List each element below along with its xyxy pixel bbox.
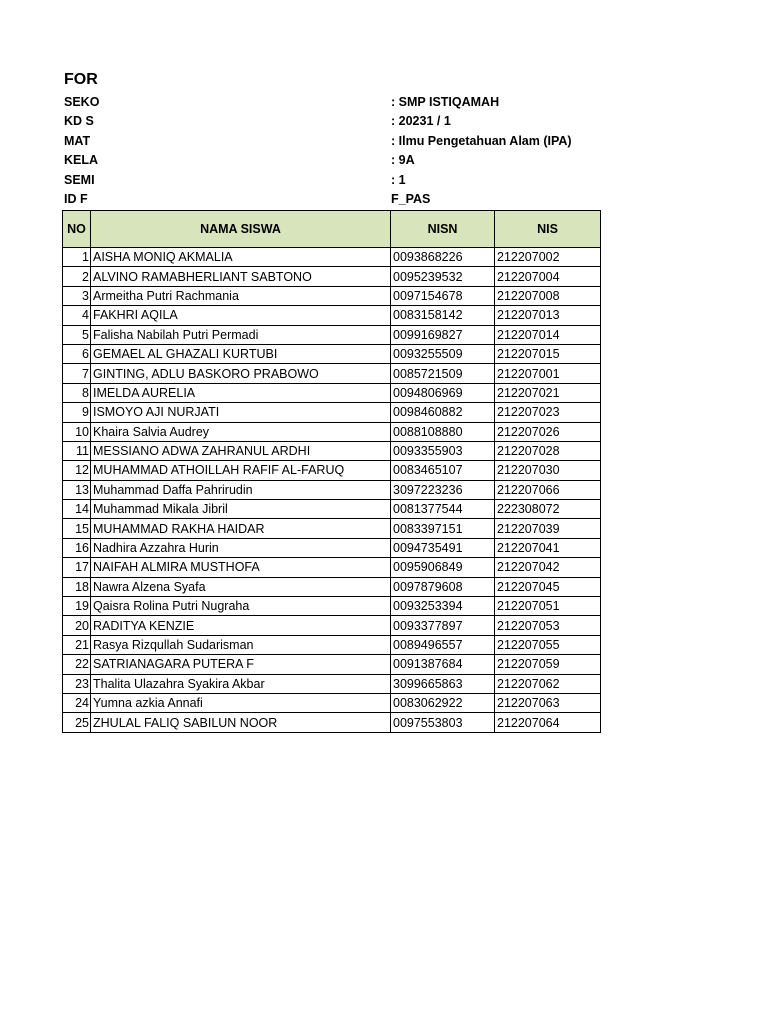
cell-nis: 212207001 bbox=[495, 364, 601, 383]
meta-label: MAT bbox=[64, 134, 91, 148]
cell-name: Yumna azkia Annafi bbox=[91, 693, 391, 712]
cell-nisn: 3099665863 bbox=[391, 674, 495, 693]
cell-nis: 212207042 bbox=[495, 558, 601, 577]
table-row bbox=[63, 422, 601, 441]
cell-nis: 212207026 bbox=[495, 422, 601, 441]
cell-name: ALVINO RAMABHERLIANT SABTONO bbox=[91, 267, 391, 286]
meta-row-school bbox=[0, 93, 768, 112]
table-row bbox=[63, 441, 601, 460]
cell-no: 2 bbox=[63, 267, 91, 286]
meta-row-code bbox=[0, 112, 768, 131]
cell-nisn: 0091387684 bbox=[391, 655, 495, 674]
cell-no: 25 bbox=[63, 713, 91, 732]
cell-name: GEMAEL AL GHAZALI KURTUBI bbox=[91, 344, 391, 363]
table-row bbox=[63, 267, 601, 286]
table-row bbox=[63, 344, 601, 363]
cell-nisn: 0095239532 bbox=[391, 267, 495, 286]
table-row bbox=[63, 461, 601, 480]
cell-name: Falisha Nabilah Putri Permadi bbox=[91, 325, 391, 344]
cell-no: 1 bbox=[63, 248, 91, 267]
cell-nis: 212207002 bbox=[495, 248, 601, 267]
table-row bbox=[63, 616, 601, 635]
cell-name: AISHA MONIQ AKMALIA bbox=[91, 248, 391, 267]
cell-no: 22 bbox=[63, 655, 91, 674]
cell-name: RADITYA KENZIE bbox=[91, 616, 391, 635]
table-row bbox=[63, 519, 601, 538]
table-row bbox=[63, 597, 601, 616]
table-row bbox=[63, 306, 601, 325]
cell-nisn: 0097553803 bbox=[391, 713, 495, 732]
cell-name: IMELDA AURELIA bbox=[91, 383, 391, 402]
cell-nis: 212207041 bbox=[495, 538, 601, 557]
cell-nis: 212207063 bbox=[495, 693, 601, 712]
cell-name: GINTING, ADLU BASKORO PRABOWO bbox=[91, 364, 391, 383]
cell-nis: 212207055 bbox=[495, 635, 601, 654]
table-row bbox=[63, 383, 601, 402]
cell-name: Qaisra Rolina Putri Nugraha bbox=[91, 597, 391, 616]
cell-no: 20 bbox=[63, 616, 91, 635]
cell-no: 10 bbox=[63, 422, 91, 441]
cell-no: 5 bbox=[63, 325, 91, 344]
table-row bbox=[63, 635, 601, 654]
table-row bbox=[63, 538, 601, 557]
cell-nisn: 0093253394 bbox=[391, 597, 495, 616]
header-name: NAMA SISWA bbox=[91, 211, 391, 248]
table-row bbox=[63, 577, 601, 596]
cell-nisn: 0095906849 bbox=[391, 558, 495, 577]
table-row bbox=[63, 713, 601, 732]
cell-nisn: 0083465107 bbox=[391, 461, 495, 480]
table-row bbox=[63, 325, 601, 344]
meta-value: : Ilmu Pengetahuan Alam (IPA) bbox=[391, 134, 572, 148]
header-nis: NIS bbox=[495, 211, 601, 248]
cell-name: Nawra Alzena Syafa bbox=[91, 577, 391, 596]
cell-nisn: 0093255509 bbox=[391, 344, 495, 363]
table-row bbox=[63, 674, 601, 693]
cell-name: MUHAMMAD RAKHA HAIDAR bbox=[91, 519, 391, 538]
cell-no: 16 bbox=[63, 538, 91, 557]
header-nisn: NISN bbox=[391, 211, 495, 248]
meta-value: : 9A bbox=[391, 153, 415, 167]
cell-nisn: 0098460882 bbox=[391, 403, 495, 422]
cell-name: Thalita Ulazahra Syakira Akbar bbox=[91, 674, 391, 693]
cell-no: 15 bbox=[63, 519, 91, 538]
form-title: FOR bbox=[64, 71, 98, 88]
cell-nis: 212207013 bbox=[495, 306, 601, 325]
cell-nis: 212207039 bbox=[495, 519, 601, 538]
cell-no: 23 bbox=[63, 674, 91, 693]
cell-nisn: 0089496557 bbox=[391, 635, 495, 654]
cell-name: ISMOYO AJI NURJATI bbox=[91, 403, 391, 422]
cell-no: 11 bbox=[63, 441, 91, 460]
table-row bbox=[63, 403, 601, 422]
cell-no: 8 bbox=[63, 383, 91, 402]
meta-row-subject bbox=[0, 132, 768, 151]
cell-name: FAKHRI AQILA bbox=[91, 306, 391, 325]
cell-name: MESSIANO ADWA ZAHRANUL ARDHI bbox=[91, 441, 391, 460]
cell-nisn: 0093868226 bbox=[391, 248, 495, 267]
cell-nis: 212207051 bbox=[495, 597, 601, 616]
cell-no: 18 bbox=[63, 577, 91, 596]
cell-nis: 212207062 bbox=[495, 674, 601, 693]
cell-nis: 212207021 bbox=[495, 383, 601, 402]
meta-label: ID F bbox=[64, 192, 88, 206]
cell-nisn: 0097154678 bbox=[391, 286, 495, 305]
table-row bbox=[63, 480, 601, 499]
meta-value: : 1 bbox=[391, 173, 406, 187]
cell-nisn: 0083062922 bbox=[391, 693, 495, 712]
meta-row-semester bbox=[0, 171, 768, 190]
cell-nis: 212207066 bbox=[495, 480, 601, 499]
cell-nis: 212207045 bbox=[495, 577, 601, 596]
cell-name: Nadhira Azzahra Hurin bbox=[91, 538, 391, 557]
table-body bbox=[63, 248, 601, 733]
cell-nisn: 0083158142 bbox=[391, 306, 495, 325]
cell-nis: 212207059 bbox=[495, 655, 601, 674]
cell-nisn: 0094806969 bbox=[391, 383, 495, 402]
cell-no: 9 bbox=[63, 403, 91, 422]
table-row bbox=[63, 500, 601, 519]
meta-row-id bbox=[0, 190, 768, 209]
cell-nisn: 0093377897 bbox=[391, 616, 495, 635]
cell-nis: 222308072 bbox=[495, 500, 601, 519]
cell-name: NAIFAH ALMIRA MUSTHOFA bbox=[91, 558, 391, 577]
table-row bbox=[63, 364, 601, 383]
table-row bbox=[63, 558, 601, 577]
student-table bbox=[62, 210, 601, 733]
cell-nis: 212207008 bbox=[495, 286, 601, 305]
cell-no: 4 bbox=[63, 306, 91, 325]
table-row bbox=[63, 655, 601, 674]
meta-label: KD S bbox=[64, 114, 94, 128]
cell-nisn: 0094735491 bbox=[391, 538, 495, 557]
meta-value: : 20231 / 1 bbox=[391, 114, 451, 128]
cell-nis: 212207028 bbox=[495, 441, 601, 460]
cell-nisn: 0083397151 bbox=[391, 519, 495, 538]
cell-nis: 212207004 bbox=[495, 267, 601, 286]
cell-name: Khaira Salvia Audrey bbox=[91, 422, 391, 441]
cell-no: 7 bbox=[63, 364, 91, 383]
cell-nisn: 3097223236 bbox=[391, 480, 495, 499]
cell-no: 17 bbox=[63, 558, 91, 577]
cell-name: Rasya Rizqullah Sudarisman bbox=[91, 635, 391, 654]
meta-row-class bbox=[0, 151, 768, 170]
cell-no: 12 bbox=[63, 461, 91, 480]
meta-label: SEKO bbox=[64, 95, 100, 109]
cell-no: 24 bbox=[63, 693, 91, 712]
cell-name: Muhammad Daffa Pahrirudin bbox=[91, 480, 391, 499]
cell-name: SATRIANAGARA PUTERA F bbox=[91, 655, 391, 674]
cell-no: 3 bbox=[63, 286, 91, 305]
cell-name: ZHULAL FALIQ SABILUN NOOR bbox=[91, 713, 391, 732]
cell-no: 21 bbox=[63, 635, 91, 654]
cell-no: 19 bbox=[63, 597, 91, 616]
cell-nis: 212207064 bbox=[495, 713, 601, 732]
cell-nis: 212207014 bbox=[495, 325, 601, 344]
cell-name: MUHAMMAD ATHOILLAH RAFIF AL-FARUQ bbox=[91, 461, 391, 480]
cell-name: Armeitha Putri Rachmania bbox=[91, 286, 391, 305]
table-row bbox=[63, 693, 601, 712]
cell-no: 13 bbox=[63, 480, 91, 499]
table-row bbox=[63, 286, 601, 305]
table-header-row bbox=[63, 211, 601, 248]
cell-nisn: 0097879608 bbox=[391, 577, 495, 596]
meta-value: : SMP ISTIQAMAH bbox=[391, 95, 500, 109]
table-row bbox=[63, 248, 601, 267]
cell-no: 14 bbox=[63, 500, 91, 519]
cell-nis: 212207015 bbox=[495, 344, 601, 363]
cell-nisn: 0099169827 bbox=[391, 325, 495, 344]
cell-nisn: 0085721509 bbox=[391, 364, 495, 383]
cell-no: 6 bbox=[63, 344, 91, 363]
cell-nisn: 0088108880 bbox=[391, 422, 495, 441]
cell-nis: 212207023 bbox=[495, 403, 601, 422]
meta-label: SEMI bbox=[64, 173, 95, 187]
cell-nis: 212207030 bbox=[495, 461, 601, 480]
meta-value: F_PAS bbox=[391, 192, 431, 206]
cell-name: Muhammad Mikala Jibril bbox=[91, 500, 391, 519]
cell-nis: 212207053 bbox=[495, 616, 601, 635]
cell-nisn: 0093355903 bbox=[391, 441, 495, 460]
meta-label: KELA bbox=[64, 153, 99, 167]
cell-nisn: 0081377544 bbox=[391, 500, 495, 519]
header-no: NO bbox=[63, 211, 91, 248]
